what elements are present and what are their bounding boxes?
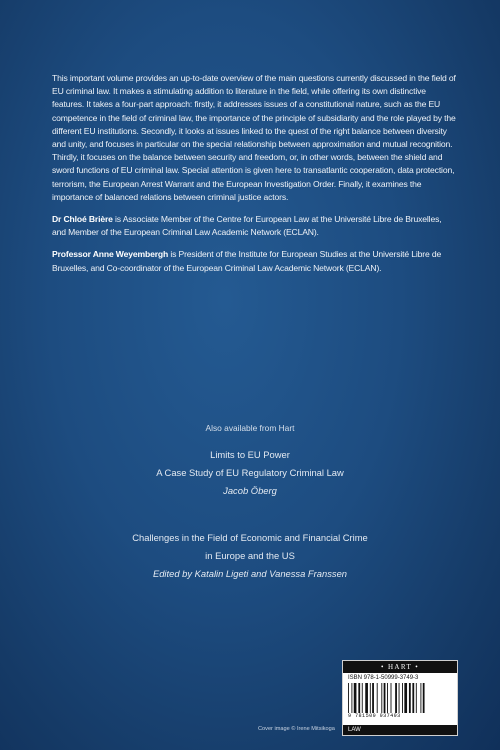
book-subtitle: in Europe and the US (205, 550, 295, 561)
book-subtitle: A Case Study of EU Regulatory Criminal Law (156, 467, 344, 478)
editor-bio-weyembergh (52, 248, 456, 274)
book-title: Limits to EU Power (210, 449, 290, 460)
editor-name: Professor Anne Weyembergh (52, 249, 169, 260)
barcode-icon (348, 683, 452, 713)
editor-name: Dr Chloé Brière (52, 214, 113, 225)
publisher-label: • HART • (343, 661, 457, 673)
related-book-1 (0, 446, 500, 500)
book-title: Challenges in the Field of Economic and Financial Crime (132, 532, 368, 543)
section-heading: Also available from Hart (205, 423, 295, 433)
related-book-2 (0, 529, 500, 583)
barcode-digits: 9 781509 937493 (348, 713, 401, 719)
editor-bio-briere (52, 213, 456, 239)
isbn-barcode-panel (342, 660, 458, 736)
also-available-heading (0, 418, 500, 436)
summary-paragraph: This important volume provides an up-to-date overview of the main questions currently discussed in the field of EU criminal law. It makes a stimulating addition to literature in the field, while offering its own distinctive features. It takes a four-part approach: firstly, it addresses issues of a constitutional nature, such as the EU competence in the field of criminal law, the importance of the principle of subsidiarity and the role played by the different EU institutions. Secondly, it looks at issues linked to the quest of the right balance between diversity and unity, and focuses in particular on the special relationship between approximation and mutual recognition. Thirdly, it focuses on the balance between security and freedom, or, in other words, between the shield and sword functions of EU criminal law. Special attention is given here to transatlantic cooperation, data protection, terrorism, the European Arrest Warrant and the European Investigation Order. Finally, it examines the importance of balanced relations between criminal justice actors. (52, 73, 456, 202)
book-author: Edited by Katalin Ligeti and Vanessa Franssen (152, 568, 348, 579)
editor-bio-text: is President of the Institute for European Studies at the Université Libre de Bruxelles, and Co-coordinator of the European Criminal Law Academic Network (ECLAN). (52, 249, 442, 273)
isbn-text: ISBN 978-1-50999-3749-3 (348, 675, 419, 681)
book-author: Jacob Öberg (223, 485, 277, 496)
back-cover-blurb (52, 72, 456, 284)
cover-image-credit: Cover image © Irene Mitsikoga (258, 726, 335, 732)
editor-bio-text: is Associate Member of the Centre for European Law at the Université Libre de Bruxelles, and Member of the European Criminal Law Academic Network (ECLAN). (52, 214, 442, 238)
subject-label: LAW (343, 725, 457, 735)
